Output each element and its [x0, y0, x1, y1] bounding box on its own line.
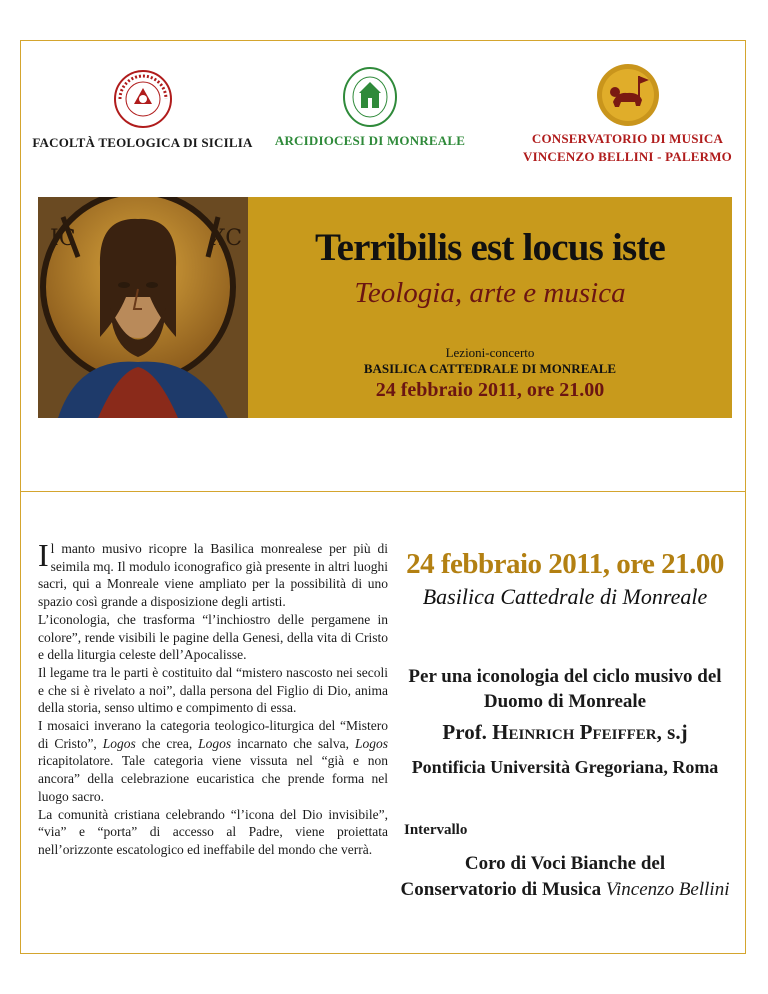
paragraph-4-part-a: I mosaici inverano la categoria teologico-liturgica del “Mistero di Cristo”, [38, 718, 388, 751]
dropcap-letter: I [38, 537, 49, 573]
speaker-university: Pontificia Università Gregoriana, Roma [411, 757, 719, 777]
event-title: Terribilis est locus iste [314, 226, 666, 269]
choir-line1: Coro di Voci Bianche del [464, 853, 666, 874]
paragraph-2: L’iconologia, che trasforma “l’inchiostro delle pergamene in colore”, rende visibili le pagine della Genesi, della vita di Cristo e della liturgia celeste dell’Apocalisse. [38, 611, 388, 663]
paragraph-5: La comunità cristiana celebrando “l’icona del Dio invisibile”, “via” e “porta” di accesso al Padre, viene proiettata nell’orizzonte escatologico ed ineffabile del mondo che verrà. [38, 806, 388, 857]
paragraph-1-text: l manto musivo ricopre la Basilica monrealese per più di seimila mq. Il modulo iconografico già presente in altri luoghi sacri, qui a Monreale viene ampliato per la possibilità di uno spazio così grande a disposizione degli artisti. [38, 541, 388, 610]
logo-conservatorio [520, 62, 735, 166]
logos-term: Logos [198, 735, 232, 751]
choir-line2-part-a: Conservatorio di Musica [400, 879, 606, 900]
talk-title-line2: Duomo di Monreale [483, 691, 647, 712]
org-name-arcidiocesi: ARCIDIOCESI DI MONREALE [274, 133, 466, 148]
org-name-conservatorio-line2: VINCENZO BELLINI - PALERMO [522, 149, 732, 164]
org-name-facolta: FACOLTÀ TEOLOGICA DI SICILIA [32, 135, 253, 150]
svg-text:IC: IC [50, 226, 76, 251]
choir-line2 [400, 877, 730, 903]
choir-line2-part-b: Vincenzo Bellini [605, 879, 730, 900]
speaker-last-initial: P [574, 720, 593, 744]
event-datetime: 24 febbraio 2011, ore 21.00 [375, 379, 605, 401]
event-kind: Lezioni-concerto [445, 345, 535, 360]
logo-arcidiocesi [270, 66, 470, 150]
paragraph-1 [38, 537, 388, 611]
diocese-seal-icon [342, 66, 398, 128]
talk-title [400, 664, 730, 714]
program-datetime: 24 febbraio 2011, ore 21.00 [406, 548, 724, 580]
choir-credit [400, 851, 730, 903]
logo-facolta [30, 68, 255, 152]
svg-text:XC: XC [210, 226, 243, 251]
paragraph-4-part-b: che crea, [135, 735, 199, 751]
program-place: Basilica Cattedrale di Monreale [422, 584, 708, 609]
christ-pantocrator-mosaic-image [38, 197, 248, 418]
speaker-last-rest: FEIFFER [592, 727, 657, 743]
org-name-conservatorio-line1: CONSERVATORIO DI MUSICA [531, 131, 724, 146]
title-banner [38, 197, 732, 418]
paragraph-4-part-d: ricapitolatore. Tale categoria viene vissuta nel “già e non ancora” della celebrazione eucaristica che prende forma nel luogo sacro. [38, 753, 388, 804]
speaker-first-rest: EINRICH [508, 727, 575, 743]
event-venue: BASILICA CATTEDRALE DI MONREALE [363, 361, 617, 376]
logos-term: Logos [354, 735, 388, 751]
speaker-prefix: Prof. H [442, 720, 509, 744]
speaker-name [400, 720, 730, 745]
lamb-seal-icon [595, 62, 661, 128]
paragraph-3: Il legame tra le parti è costituito dal “mistero nascosto nei secoli e che si è rivelato a noi”, dalla persona del Figlio di Dio, anima della storia, senso ultimo e compimento di essa. [38, 664, 388, 716]
event-subtitle: Teologia, arte e musica [354, 277, 626, 309]
faculty-seal-icon [112, 68, 174, 130]
talk-title-line1: Per una iconologia del ciclo musivo del [408, 666, 722, 687]
intermission-label: Intervallo [404, 822, 468, 838]
speaker-suffix: , s.j [656, 720, 688, 744]
section-divider [20, 491, 746, 492]
paragraph-4 [38, 717, 388, 806]
logos-term: Logos [102, 735, 136, 751]
paragraph-4-part-c: incarnato che salva, [231, 735, 355, 751]
description-text [38, 537, 388, 859]
